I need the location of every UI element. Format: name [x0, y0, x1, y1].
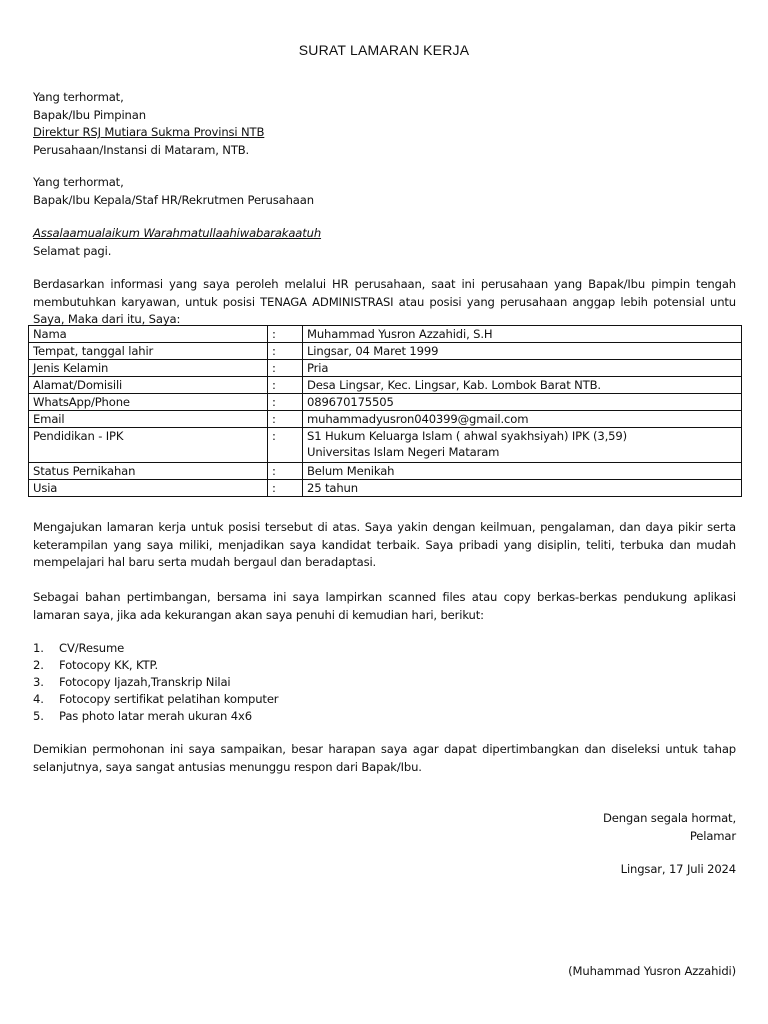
list-item	[33, 640, 278, 657]
list-item-text: Fotocopy KK, KTP.	[59, 658, 159, 672]
table-row	[29, 394, 742, 411]
document-title: SURAT LAMARAN KERJA	[298, 42, 470, 58]
recipient1-salutation: Yang terhormat,	[33, 90, 124, 104]
row-value: 089670175505	[303, 394, 742, 411]
applicant-data-table	[28, 325, 742, 497]
row-separator: :	[268, 326, 303, 343]
list-item	[33, 674, 278, 691]
recipient2-title: Bapak/Ibu Kepala/Staf HR/Rekrutmen Perusahaan	[33, 192, 314, 207]
recipient-block-2	[33, 174, 314, 209]
attachments-list	[33, 640, 278, 725]
row-separator: :	[268, 343, 303, 360]
list-item-number: 3.	[33, 675, 44, 689]
intro-paragraph: Berdasarkan informasi yang saya peroleh melalui HR perusahaan, saat ini perusahaan yang Bapak/Ibu pimpin tengah membutuhkan karyawan, untuk posisi TENAGA ADMINISTRASI atau posisi yang perusahaan anggap lebih potensial untu Saya, Maka dari itu, Saya:	[33, 277, 736, 326]
table-row	[29, 411, 742, 428]
recipient1-title: Bapak/Ibu Pimpinan	[33, 107, 146, 122]
row-label: Email	[29, 411, 268, 428]
signoff-role: Pelamar	[689, 828, 736, 843]
table-row	[29, 463, 742, 480]
row-label: Alamat/Domisili	[29, 377, 268, 394]
place-date: Lingsar, 17 Juli 2024	[620, 862, 736, 876]
row-separator: :	[268, 360, 303, 377]
list-item-number: 1.	[33, 641, 44, 655]
attachments-intro-paragraph: Sebagai bahan pertimbangan, bersama ini saya lampirkan scanned files atau copy berkas-berkas pendukung aplikasi lamaran saya, jika ada kekurangan akan saya penuhi di kemudian hari, berikut:	[33, 590, 736, 622]
row-separator: :	[268, 411, 303, 428]
recipient1-location: Perusahaan/Instansi di Mataram, NTB.	[33, 142, 250, 157]
row-separator: :	[268, 463, 303, 480]
list-item-text: Pas photo latar merah ukuran 4x6	[59, 709, 252, 723]
row-value: Lingsar, 04 Maret 1999	[303, 343, 742, 360]
recipient1-position: Direktur RSJ Mutiara Sukma Provinsi NTB	[33, 125, 265, 139]
table-row	[29, 428, 742, 463]
recipient-block-1	[33, 89, 264, 159]
list-item-number: 4.	[33, 692, 44, 706]
signoff-regards: Dengan segala hormat,	[602, 811, 736, 825]
row-value: Muhammad Yusron Azzahidi, S.H	[303, 326, 742, 343]
row-value: muhammadyusron040399@gmail.com	[303, 411, 742, 428]
row-label: Jenis Kelamin	[29, 360, 268, 377]
recipient2-salutation: Yang terhormat,	[33, 175, 124, 189]
table-row	[29, 326, 742, 343]
list-item-number: 5.	[33, 709, 44, 723]
islamic-greeting: Assalaamualaikum Warahmatullaahiwabarakaatuh	[33, 226, 322, 240]
row-label: Tempat, tanggal lahir	[29, 343, 268, 360]
row-separator: :	[268, 394, 303, 411]
education-degree: S1 Hukum Keluarga Islam ( ahwal syakhsiyah) IPK (3,59)	[307, 429, 627, 443]
row-separator: :	[268, 428, 303, 463]
list-item	[33, 708, 278, 725]
list-item-text: CV/Resume	[59, 641, 125, 655]
list-item	[33, 657, 278, 674]
row-label: Pendidikan - IPK	[29, 428, 268, 463]
signatory-name: (Muhammad Yusron Azzahidi)	[568, 964, 736, 978]
row-label: WhatsApp/Phone	[29, 394, 268, 411]
list-item	[33, 691, 278, 708]
row-separator: :	[268, 377, 303, 394]
list-item-text: Fotocopy Ijazah,Transkrip Nilai	[59, 675, 231, 689]
row-value: Pria	[303, 360, 742, 377]
table-row	[29, 377, 742, 394]
application-paragraph: Mengajukan lamaran kerja untuk posisi tersebut di atas. Saya yakin dengan keilmuan, pengalaman, dan daya pikir serta keterampilan yang saya miliki, menjadikan saya kandidat terbaik. Saya pribadi yang disiplin, teliti, terbuka dan mudah mempelajari hal baru serta mudah bergaul dan beradaptasi.	[33, 520, 736, 569]
row-separator: :	[268, 480, 303, 497]
list-item-text: Fotocopy sertifikat pelatihan komputer	[59, 692, 279, 706]
list-item-number: 2.	[33, 658, 44, 672]
table-row	[29, 360, 742, 377]
table-row	[29, 480, 742, 497]
row-value: 25 tahun	[303, 480, 742, 497]
row-label: Nama	[29, 326, 268, 343]
closing-paragraph: Demikian permohonan ini saya sampaikan, besar harapan saya agar dapat dipertimbangkan dan diseleksi untuk tahap selanjutnya, saya sangat antusias menunggu respon dari Bapak/Ibu.	[33, 742, 736, 774]
row-value: Belum Menikah	[303, 463, 742, 480]
row-label: Status Pernikahan	[29, 463, 268, 480]
education-university: Universitas Islam Negeri Mataram	[307, 445, 500, 459]
row-value	[303, 428, 742, 463]
row-label: Usia	[29, 480, 268, 497]
row-value: Desa Lingsar, Kec. Lingsar, Kab. Lombok Barat NTB.	[303, 377, 742, 394]
signoff-block	[603, 810, 736, 845]
time-greeting: Selamat pagi.	[33, 243, 112, 258]
table-row	[29, 343, 742, 360]
greeting-block	[33, 225, 321, 260]
